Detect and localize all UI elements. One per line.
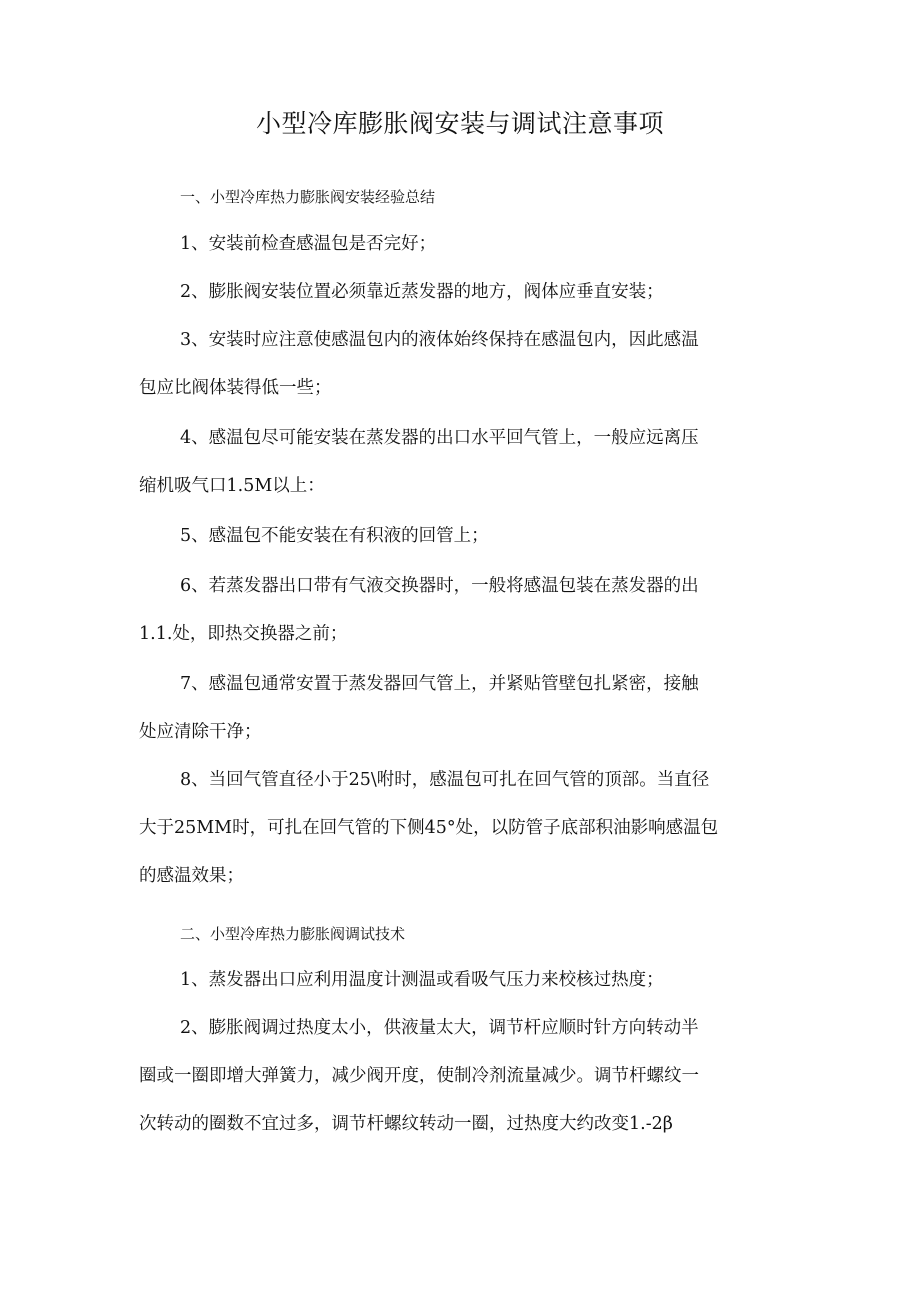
paragraph-line: 次转动的圈数不宜过多，调节杆螺纹转动一圈，过热度大约改变1.-2β <box>139 1114 673 1134</box>
section-1-item-3 <box>139 316 789 412</box>
paragraph-line: 1.1.处，即热交换器之前； <box>139 624 348 644</box>
section-1-item-7 <box>139 660 789 756</box>
paragraph-line: 1、安装前检查感温包是否完好； <box>180 234 437 254</box>
paragraph-line: 2、膨胀阀调过热度太小，供液量太大，调节杆应顺时针方向转动半 <box>180 1018 699 1038</box>
paragraph-line: 6、若蒸发器出口带有气液交换器时，一般将感温包装在蒸发器的出 <box>180 576 699 596</box>
paragraph-line: 缩机吸气口1.5M以上： <box>139 476 325 496</box>
paragraph-line: 圈或一圈即增大弹簧力，减少阀开度，使制冷剂流量减少。调节杆螺纹一 <box>139 1066 699 1086</box>
section-1-item-4 <box>139 414 789 510</box>
paragraph-line: 7、感温包通常安置于蒸发器回气管上，并紧贴管壁包扎紧密，接触 <box>180 674 699 694</box>
section-1-item-8 <box>139 756 789 900</box>
section-1-item-6 <box>139 562 789 658</box>
section-1-heading: 一、小型冷库热力膨胀阀安装经验总结 <box>180 188 436 206</box>
paragraph-line: 8、当回气管直径小于25\咐时，感温包可扎在回气管的顶部。当直径 <box>180 770 710 790</box>
paragraph-line: 1、蒸发器出口应利用温度计测温或看吸气压力来校核过热度； <box>180 970 664 990</box>
paragraph-line: 大于25MM时，可扎在回气管的下侧45°处，以防管子底部积油影响感温包 <box>139 818 719 838</box>
document-title: 小型冷库膨胀阀安装与调试注意事项 <box>255 109 664 138</box>
section-2-item-2 <box>139 1004 789 1148</box>
paragraph-line: 包应比阀体装得低一些； <box>139 378 332 398</box>
paragraph-line: 2、膨胀阀安装位置必须靠近蒸发器的地方，阀体应垂直安装； <box>180 282 664 302</box>
section-2-heading: 二、小型冷库热力膨胀阀调试技术 <box>180 925 406 943</box>
paragraph-line: 5、感温包不能安装在有积液的回管上； <box>180 526 489 546</box>
section-1-item-5 <box>139 512 789 560</box>
paragraph-line: 3、安装时应注意使感温包内的液体始终保持在感温包内，因此感温 <box>180 330 699 350</box>
paragraph-line: 的感温效果； <box>139 866 244 886</box>
paragraph-line: 处应清除干净； <box>139 722 262 742</box>
paragraph-line: 4、感温包尽可能安装在蒸发器的出口水平回气管上，一般应远离压 <box>180 428 699 448</box>
section-1-item-2 <box>139 268 789 316</box>
section-2-item-1 <box>139 956 789 1004</box>
section-1-item-1 <box>139 220 789 268</box>
